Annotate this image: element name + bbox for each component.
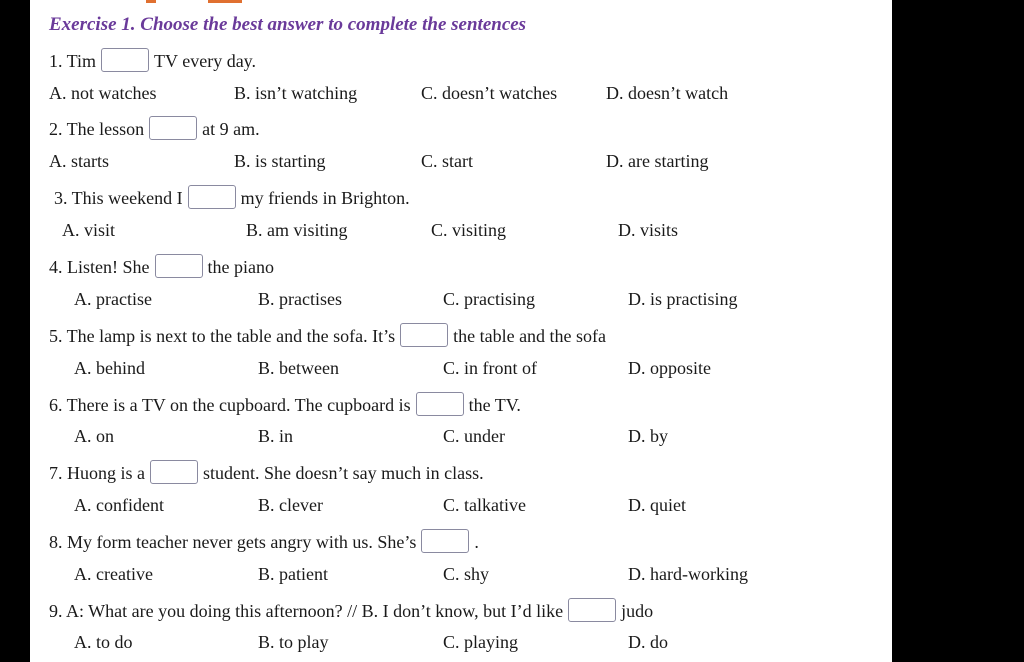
question-1: [49, 48, 256, 72]
question-text-end: .: [474, 532, 479, 552]
answer-blank[interactable]: [188, 185, 236, 209]
answer-option-a[interactable]: A. creative: [74, 564, 153, 584]
answer-option-a[interactable]: A. to do: [74, 632, 133, 652]
question-text-start: 8. My form teacher never gets angry with us. She’s: [49, 532, 417, 552]
answer-option-b[interactable]: B. between: [258, 358, 339, 378]
question-text-end: the TV.: [468, 395, 521, 415]
answer-option-a[interactable]: A. behind: [74, 358, 145, 378]
exercise-title: Exercise 1. Choose the best answer to complete the sentences: [49, 14, 527, 35]
answer-blank[interactable]: [155, 254, 203, 278]
answer-option-a[interactable]: A. visit: [62, 220, 116, 240]
question-text-start: 1. Tim: [49, 51, 97, 71]
answer-option-b[interactable]: B. clever: [258, 495, 323, 515]
question-text-start: 3. This weekend I: [54, 188, 183, 208]
answer-option-d[interactable]: D. is practising: [628, 289, 738, 309]
question-text-end: at 9 am.: [202, 119, 260, 139]
question-text-end: TV every day.: [154, 51, 257, 71]
answer-option-b[interactable]: B. patient: [258, 564, 328, 584]
answer-blank[interactable]: [416, 392, 464, 416]
answer-option-c[interactable]: C. doesn’t watches: [421, 83, 558, 103]
answer-option-d[interactable]: D. visits: [618, 220, 679, 240]
answer-option-b[interactable]: B. to play: [258, 632, 329, 652]
question-text-start: 2. The lesson: [49, 119, 145, 139]
answer-blank[interactable]: [149, 116, 197, 140]
answer-option-d[interactable]: D. are starting: [606, 151, 709, 171]
answer-option-c[interactable]: C. in front of: [443, 358, 537, 378]
answer-option-c[interactable]: C. practising: [443, 289, 535, 309]
answer-option-a[interactable]: A. not watches: [49, 83, 157, 103]
answer-option-c[interactable]: C. visiting: [431, 220, 507, 240]
answer-option-c[interactable]: C. playing: [443, 632, 518, 652]
question-7: [49, 460, 484, 484]
answer-option-d[interactable]: D. hard-working: [628, 564, 748, 584]
top-decoration: [208, 0, 242, 3]
question-text-start: 4. Listen! She: [49, 257, 150, 277]
answer-blank[interactable]: [421, 529, 469, 553]
question-3: [54, 185, 410, 209]
answer-blank[interactable]: [568, 598, 616, 622]
answer-blank[interactable]: [150, 460, 198, 484]
answer-option-c[interactable]: C. under: [443, 426, 505, 446]
question-text-start: 5. The lamp is next to the table and the sofa. It’s: [49, 326, 396, 346]
answer-option-c[interactable]: C. start: [421, 151, 473, 171]
answer-option-b[interactable]: B. practises: [258, 289, 342, 309]
question-2: [49, 116, 260, 140]
top-decoration: [146, 0, 156, 3]
question-text-end: judo: [621, 601, 654, 621]
question-text-end: the piano: [207, 257, 274, 277]
answer-option-d[interactable]: D. doesn’t watch: [606, 83, 729, 103]
question-text-end: my friends in Brighton.: [240, 188, 410, 208]
answer-option-b[interactable]: B. in: [258, 426, 294, 446]
worksheet-page: [30, 0, 892, 662]
question-text-start: 7. Huong is a: [49, 463, 145, 483]
question-text-end: the table and the sofa: [453, 326, 607, 346]
answer-option-d[interactable]: D. do: [628, 632, 668, 652]
question-text-end: student. She doesn’t say much in class.: [203, 463, 484, 483]
answer-option-a[interactable]: A. confident: [74, 495, 164, 515]
answer-option-c[interactable]: C. shy: [443, 564, 490, 584]
question-4: [49, 254, 274, 278]
answer-option-d[interactable]: D. opposite: [628, 358, 711, 378]
question-text-start: 6. There is a TV on the cupboard. The cupboard is: [49, 395, 411, 415]
answer-option-c[interactable]: C. talkative: [443, 495, 526, 515]
answer-option-d[interactable]: D. quiet: [628, 495, 686, 515]
question-9: [49, 598, 653, 622]
answer-option-d[interactable]: D. by: [628, 426, 668, 446]
answer-blank[interactable]: [101, 48, 149, 72]
answer-option-b[interactable]: B. isn’t watching: [234, 83, 358, 103]
answer-option-a[interactable]: A. on: [74, 426, 114, 446]
answer-option-a[interactable]: A. practise: [74, 289, 152, 309]
answer-option-a[interactable]: A. starts: [49, 151, 109, 171]
question-6: [49, 392, 521, 416]
answer-blank[interactable]: [400, 323, 448, 347]
answer-option-b[interactable]: B. am visiting: [246, 220, 348, 240]
question-text-start: 9. A: What are you doing this afternoon? // B. I don’t know, but I’d like: [49, 601, 564, 621]
answer-option-b[interactable]: B. is starting: [234, 151, 326, 171]
question-5: [49, 323, 606, 347]
question-8: [49, 529, 479, 553]
